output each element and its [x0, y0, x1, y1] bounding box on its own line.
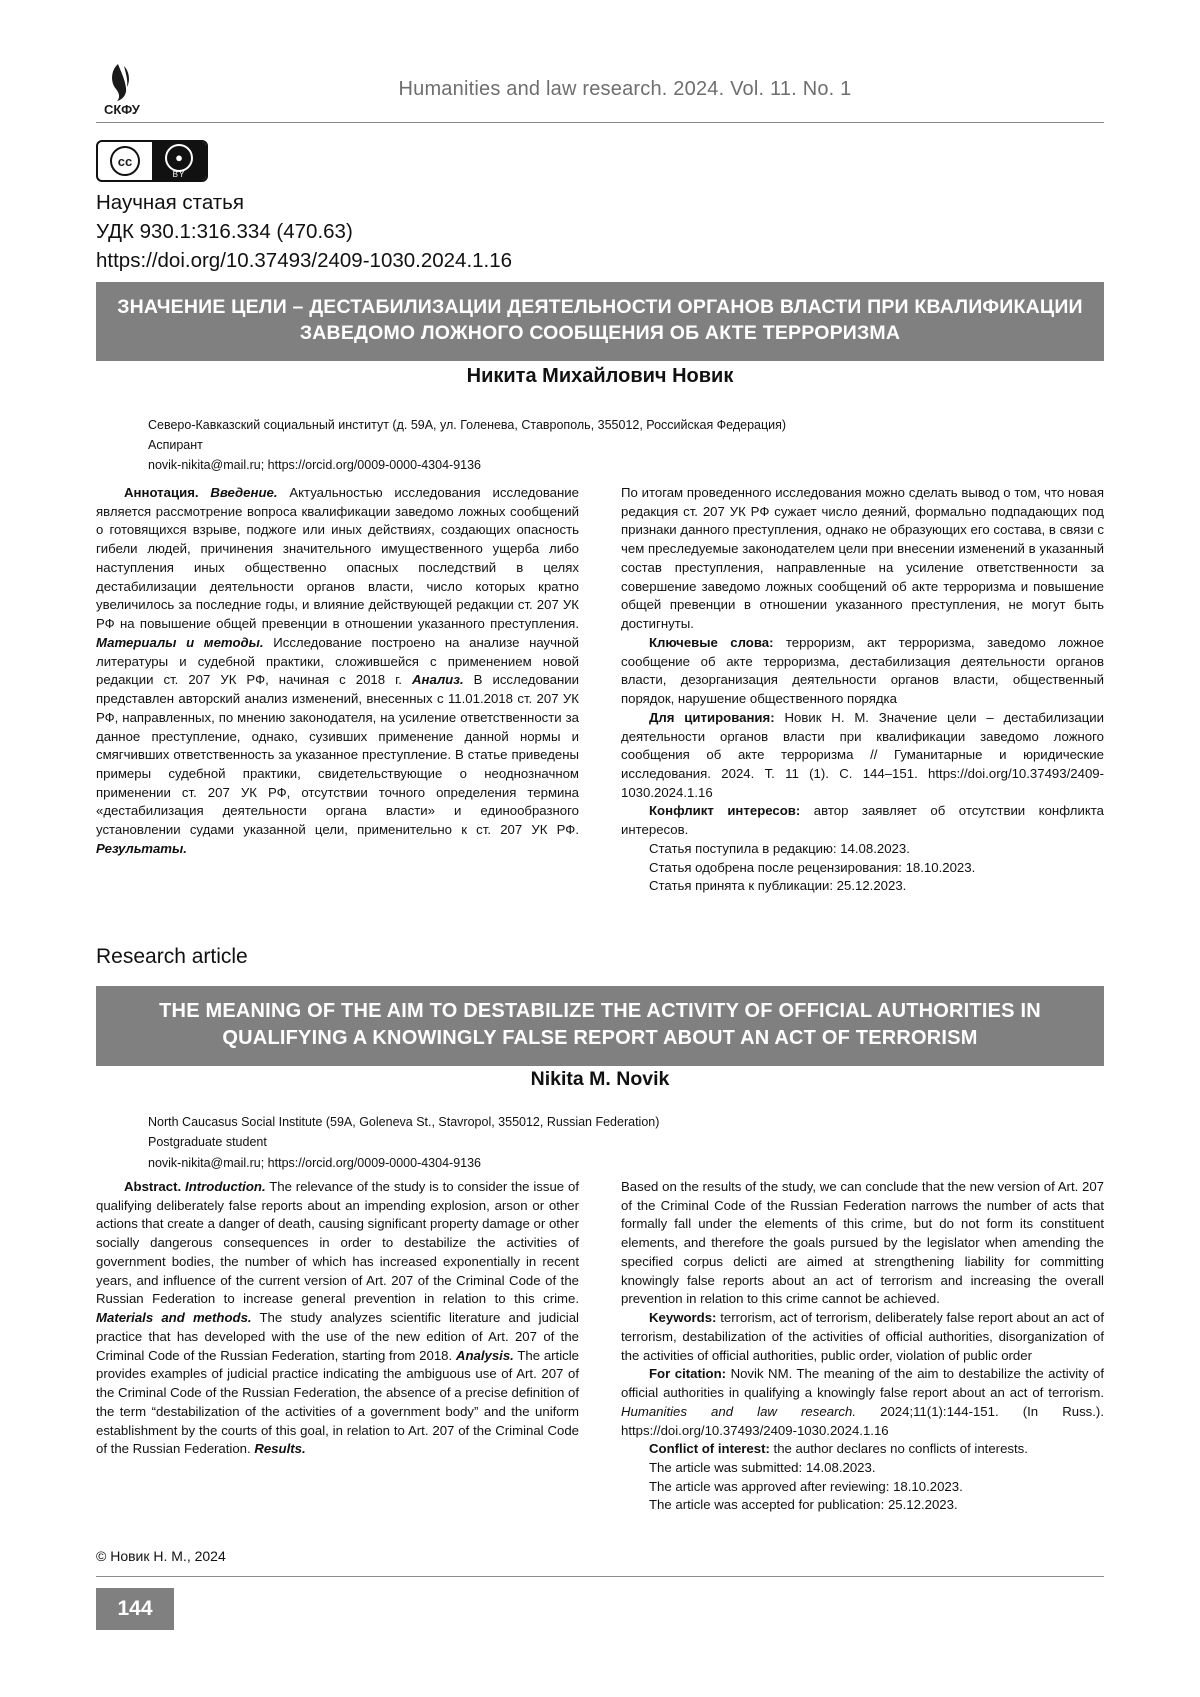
citation-paragraph-ru [621, 709, 1104, 803]
keywords-label-ru: Ключевые слова: [649, 634, 774, 650]
keywords-paragraph-en [621, 1309, 1104, 1365]
abstract-paragraph-ru [96, 484, 579, 859]
affiliation-ru: Северо-Кавказский социальный институт (д. 59А, ул. Голенева, Ставрополь, 355012, Российская Федерация) [148, 418, 787, 432]
article-title-ru: ЗНАЧЕНИЕ ЦЕЛИ – ДЕСТАБИЛИЗАЦИИ ДЕЯТЕЛЬНОСТИ ОРГАНОВ ВЛАСТИ ПРИ КВАЛИФИКАЦИИ ЗАВЕДОМО ЛОЖНОГО СООБЩЕНИЯ ОБ АКТЕ ТЕРРОРИЗМА [96, 282, 1104, 361]
results-label-ru: Результаты. [96, 840, 187, 856]
date-received-ru: Статья поступила в редакцию: 14.08.2023. [649, 840, 910, 856]
page-number: 144 [96, 1588, 174, 1630]
abstract-column-right-en [621, 1178, 1104, 1515]
article-type: Научная статья [96, 191, 244, 214]
materials-label-ru: Материалы и методы. [96, 634, 264, 650]
citation-ru: Новик Н. М. Значение цели – дестабилизации деятельности органов власти при квалификации заведомо ложного сообщения об акте терроризма // Гуманитарные и юридические исследования. 2024. Т. 11 (1). С. 144–151. https://doi.org/10.37493/2409-1030.2024.1.16 [621, 709, 1104, 800]
conflict-label-en: Conflict of interest: [649, 1441, 770, 1457]
copyright-line: © Новик Н. М., 2024 [96, 1548, 226, 1564]
abstract-label-en: Abstract. [124, 1179, 182, 1194]
keywords-label-en: Keywords: [649, 1310, 717, 1326]
results-label-en: Results. [254, 1441, 306, 1457]
abstract-text-ru-1: Актуальностью исследования исследование является рассмотрение вопроса квалификации заведомо ложных сообщений о готовящихся взрыве, поджоге или иных действиях, создающих опасность гибели людей, причинения значительного имущественного ущерба либо наступления иных общественно опасных последствий в целях дестабилизации деятельности органов власти, число которых кратно увеличилось за последние годы, и влияние действующей редакции ст. 207 УК РФ на повышение общей превенции в отношении указанного преступления. [96, 485, 579, 632]
date-accepted-en: The article was accepted for publication: 25.12.2023. [649, 1497, 958, 1513]
citation-label-en: For citation: [649, 1366, 727, 1382]
abstract-column-left-en [96, 1178, 579, 1515]
author-position-en: Postgraduate student [148, 1135, 267, 1150]
abstract-label-ru: Аннотация. [124, 485, 199, 500]
article-meta-ru [96, 188, 796, 275]
materials-text-ru: Исследование построено на анализе научной литературы и судебной практики, сложившейся с применением новой редакции ст. 207 УК РФ, начиная с 2018 г. [96, 634, 579, 688]
date-approved-ru: Статья одобрена после рецензирования: 18.10.2023. [649, 859, 976, 875]
university-logo-icon [96, 60, 166, 118]
conflict-label-ru: Конфликт интересов: [649, 803, 801, 819]
research-article-label: Research article [96, 945, 248, 968]
creative-commons-badge [96, 140, 208, 182]
cc-person-glyph: ● [165, 144, 193, 172]
doi-link[interactable]: https://doi.org/10.37493/2409-1030.2024.1.16 [96, 249, 513, 273]
conflict-paragraph-en [621, 1440, 1104, 1459]
analysis-text-ru: В исследовании представлен авторский анализ изменений, внесенных с 11.01.2018 ст. 207 УК РФ, направленных, по мнению законодателя, на усиление ответственности за данное преступление, однако, сузивших применение данной нормы и смягчивших ответственность за указанное преступление. В статье приведены примеры судебной практики, свидетельствующие о неоднозначном применении ст. 207 УК РФ, отсутствии точного определения термина «дестабилизация деятельности органа власти» и единообразного установлении судами указанной цели, применительно к ст. 207 УК РФ. [96, 672, 579, 838]
cc-circle-label: cc [110, 146, 140, 176]
author-contact-en[interactable]: novik-nikita@mail.ru; https://orcid.org/0009-0000-4304-9136 [148, 1155, 482, 1170]
abstract-text-en-1: The relevance of the study is to consider the issue of qualifying deliberately false reports about an impending explosion, arson or other actions that create a danger of death, causing significant property damage or other socially dangerous consequences in order to destabilize the activities of government bodies, the number of which has increased exponentially in recent years, and influence of the current version of Art. 207 of the Criminal Code of the Russian Federation to increase general prevention in relation to this crime. [96, 1179, 579, 1307]
conflict-ru: автор заявляет об отсутствии конфликта интересов. [621, 803, 1104, 838]
article-title-en: THE MEANING OF THE AIM TO DESTABILIZE THE ACTIVITY OF OFFICIAL AUTHORITIES IN QUALIFYING A KNOWINGLY FALSE REPORT ABOUT AN ACT OF TERRORISM [96, 986, 1104, 1066]
conflict-paragraph-ru [621, 802, 1104, 839]
author-contact-ru[interactable]: novik-nikita@mail.ru; https://orcid.org/0009-0000-4304-9136 [148, 458, 482, 472]
citation-label-ru: Для цитирования: [649, 709, 775, 725]
author-name-en: Nikita M. Novik [530, 1068, 670, 1090]
footer-divider [96, 1576, 1104, 1577]
abstract-paragraph-en [96, 1178, 579, 1459]
svg-text:СКФУ: СКФУ [104, 102, 140, 117]
page-header [96, 60, 1104, 123]
cc-by-icon [152, 142, 206, 180]
date-approved-en: The article was approved after reviewing: 18.10.2023. [649, 1478, 963, 1494]
abstract-columns-en [96, 1178, 1104, 1515]
date-accepted-ru: Статья принята к публикации: 25.12.2023. [649, 878, 907, 894]
analysis-label-ru: Анализ. [411, 672, 464, 688]
journal-running-head: Humanities and law research. 2024. Vol. 11. No. 1 [398, 78, 852, 100]
abstract-column-left-ru [96, 484, 579, 896]
analysis-text-en: The article provides examples of judicial practice indicating the ambiguous use of Art. 207 of the Criminal Code of the Russian Federation, the absence of a precise definition of the term “destabilization of the activities of a government body” and the uniform establishment by the courts of this goal, in relation to Art. 207 of the Criminal Code of the Russian Federation. [96, 1347, 579, 1457]
abstract-column-right-ru [621, 484, 1104, 896]
citation-paragraph-en [621, 1365, 1104, 1440]
affiliation-en: North Caucasus Social Institute (59A, Goleneva St., Stavropol, 355012, Russian Federation) [148, 1115, 660, 1129]
affiliation-block-ru [148, 415, 1008, 475]
abstract-columns-ru [96, 484, 1104, 896]
keywords-ru: терроризм, акт терроризма, заведомо ложное сообщение об акте терроризма, дестабилизация деятельности органов власти, дезорганизация деятельности органов власти, общественный порядок, нарушение общественного порядка [621, 634, 1105, 707]
intro-label-ru: Введение. [210, 485, 278, 500]
author-position-ru: Аспирант [148, 438, 203, 452]
citation-en-2: 2024;11(1):144-151. (In Russ.). https://doi.org/10.37493/2409-1030.2024.1.16 [621, 1403, 1104, 1438]
date-submitted-en: The article was submitted: 14.08.2023. [649, 1460, 876, 1476]
keywords-en: terrorism, act of terrorism, deliberately false report about an act of terrorism, destabilization of the activities of official authorities, disorganization of the activities of official authorities, public order, violation of public order [621, 1310, 1104, 1363]
results-text-ru: По итогам проведенного исследования можно сделать вывод о том, что новая редакция ст. 207 УК РФ сужает число деяний, формально подпадающих под признаки данного преступления, однако не образующих его состава, в связи с чем преследуемые законодателем цели при внесении изменений в указанный состав преступления, направленные на усиление ответственности за совершение заведомо ложных сообщений об акте терроризма и повышение общей превенции в отношении указанного преступления, не могут быть достигнуты. [621, 485, 1104, 632]
results-text-en: Based on the results of the study, we can conclude that the new version of Art. 207 of the Criminal Code of the Russian Federation narrows the number of acts that formally fall under the elements of this crime, but do not form its constituent elements, and therefore the goals pursued by the legislator when amending the specified corpus delicti are aimed at strengthening liability for committing knowingly false reports about an act of terrorism and increasing the overall prevention in relation to this crime cannot be achieved. [621, 1179, 1104, 1307]
author-name-ru: Никита Михайлович Новик [466, 365, 734, 387]
results-text-en-paragraph [621, 1178, 1104, 1309]
citation-en-1: Novik NM. The meaning of the aim to destabilize the activity of official authorities in qualifying a knowingly false report about an act of terrorism. [621, 1366, 1104, 1401]
results-text-ru-paragraph [621, 484, 1104, 634]
cc-icon [98, 142, 152, 180]
affiliation-block-en [148, 1112, 1008, 1173]
analysis-label-en: Analysis. [455, 1347, 514, 1363]
materials-text-en: The study analyzes scientific literature and judicial practice that has developed with the use of the new edition of Art. 207 of the Criminal Code of the Russian Federation, starting from 2018. [96, 1310, 579, 1363]
citation-journal-en: Humanities and law research. [621, 1403, 857, 1419]
conflict-en: the author declares no conflicts of interests. [769, 1441, 1028, 1457]
materials-label-en: Materials and methods. [96, 1310, 252, 1326]
cc-by-label: BY [172, 169, 186, 179]
intro-label-en: Introduction. [185, 1179, 266, 1194]
keywords-paragraph-ru [621, 634, 1104, 709]
udk-code: УДК 930.1:316.334 (470.63) [96, 220, 353, 244]
